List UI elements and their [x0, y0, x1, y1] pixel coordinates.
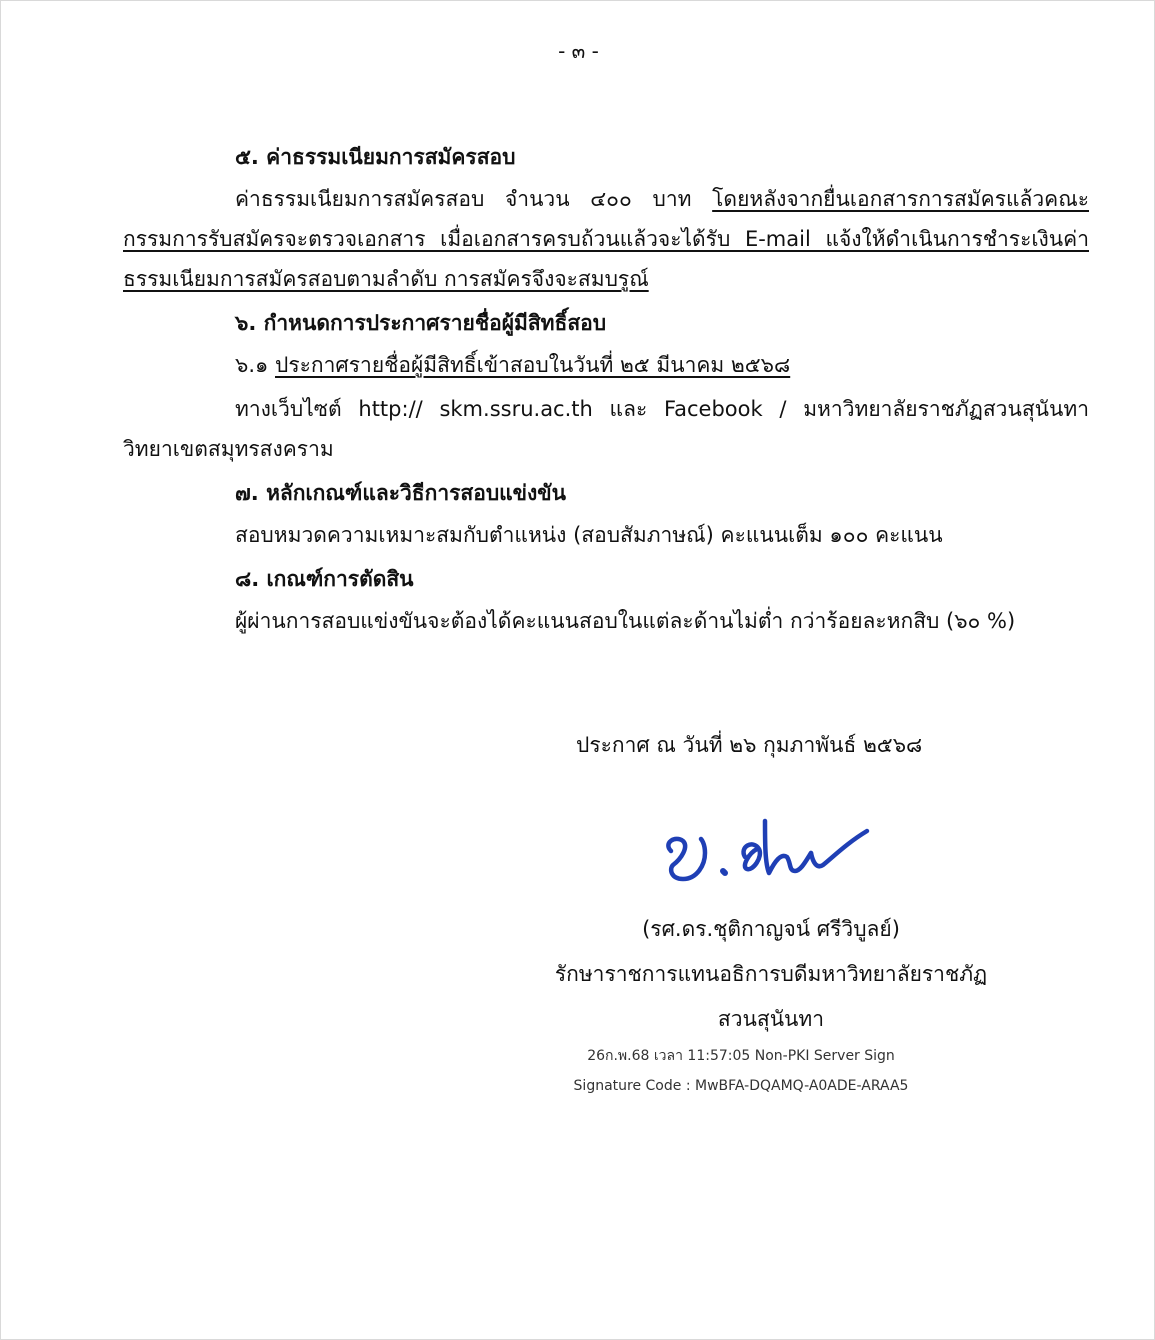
section6-item-underlined: ประกาศรายชื่อผู้มีสิทธิ์เข้าสอบในวันที่ ๒๕ มีนาคม ๒๕๖๘	[275, 353, 791, 377]
signer-position-line1: รักษาราชการแทนอธิการบดีมหาวิทยาลัยราชภัฏ	[554, 962, 988, 986]
page-number: - ๓ -	[558, 39, 599, 63]
section6-item	[235, 345, 1089, 385]
announcement-date: ประกาศ ณ วันที่ ๒๖ กุมภาพันธ์ ๒๕๖๘	[576, 733, 923, 757]
section7-body: สอบหมวดความเหมาะสมกับตำแหน่ง (สอบสัมภาษณ์) คะแนนเต็ม ๑๐๐ คะแนน	[235, 523, 943, 547]
section5-paragraph	[123, 179, 1089, 299]
section8-body: ผู้ผ่านการสอบแข่งขันจะต้องได้คะแนนสอบในแต่ละด้านไม่ต่ำ กว่าร้อยละหกสิบ (๖๐ %)	[235, 609, 1016, 633]
handwritten-signature-icon	[661, 813, 876, 893]
signer-position-line2: สวนสุนันทา	[717, 1007, 825, 1031]
signer-name: (รศ.ดร.ชุติกาญจน์ ศรีวิบูลย์)	[642, 917, 900, 941]
section6-heading: ๖. กำหนดการประกาศรายชื่อผู้มีสิทธิ์สอบ	[235, 311, 607, 335]
signer-block	[481, 907, 1061, 1042]
section8-heading: ๘. เกณฑ์การตัดสิน	[235, 567, 414, 591]
section5-underlined: โดยหลังจากยื่นเอกสารการสมัครแล้วคณะกรรมการรับสมัครจะตรวจเอกสาร เมื่อเอกสารครบถ้วนแล้วจะได้รับ E-mail แจ้งให้ดำเนินการชำระเงินค่าธรรมเนียมการสมัครสอบตามลำดับ การสมัครจึงจะสมบรูณ์	[123, 187, 1089, 291]
digital-signature-info	[481, 1041, 1001, 1101]
signature	[661, 813, 876, 893]
section5-lead: ค่าธรรมเนียมการสมัครสอบ จำนวน ๔๐๐ บาท	[235, 187, 713, 211]
section5-heading: ๕. ค่าธรรมเนียมการสมัครสอบ	[235, 145, 516, 169]
signature-timestamp: 26ก.พ.68 เวลา 11:57:05 Non-PKI Server Sign	[587, 1048, 895, 1064]
section7-heading: ๗. หลักเกณฑ์และวิธีการสอบแข่งขัน	[235, 481, 567, 505]
signature-code: Signature Code : MwBFA-DQAMQ-A0ADE-ARAA5	[573, 1078, 909, 1094]
document-body	[123, 133, 1089, 645]
section6-website: ทางเว็บไซต์ http:// skm.ssru.ac.th และ Facebook / มหาวิทยาลัยราชภัฏสวนสุนันทาวิทยาเขตสมุทรสงคราม	[123, 397, 1089, 461]
section6-item-prefix: ๖.๑	[235, 353, 276, 377]
